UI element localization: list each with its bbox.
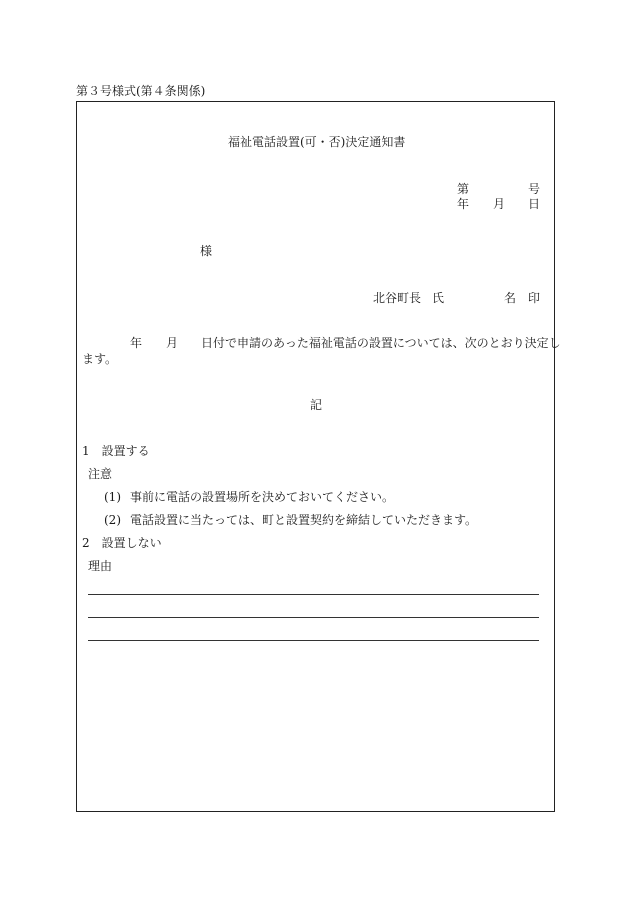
section2-heading: 2 設置しない xyxy=(82,536,162,550)
reason-label: 理由 xyxy=(88,559,113,573)
document-title: 福祉電話設置(可・否)決定通知書 xyxy=(228,135,406,149)
section1-heading: 1 設置する xyxy=(82,444,150,458)
reason-line-1[interactable] xyxy=(88,594,539,595)
sender-title: 北谷町長 xyxy=(373,291,422,305)
note-2-number: (2) xyxy=(104,513,121,527)
note-1-text: 事前に電話の設置場所を決めておいてください。 xyxy=(130,490,395,504)
date-month: 月 xyxy=(493,197,506,211)
sender-seal: 印 xyxy=(528,291,541,305)
body-text-line1: 日付で申請のあった福祉電話の設置については、次のとおり決定し xyxy=(201,336,561,350)
sender-shi: 氏 xyxy=(432,291,445,305)
number-go: 号 xyxy=(528,182,541,196)
body-text-line2: ます。 xyxy=(82,352,118,366)
note-2-text: 電話設置に当たっては、町と設置契約を締結していただきます。 xyxy=(130,513,478,527)
form-label: 第３号様式(第４条関係) xyxy=(76,84,206,98)
recipient-suffix: 様 xyxy=(200,244,213,258)
body-year: 年 xyxy=(130,336,143,350)
note-1-number: (1) xyxy=(104,490,121,504)
date-day: 日 xyxy=(528,197,541,211)
note-label: 注意 xyxy=(88,467,113,481)
date-year: 年 xyxy=(457,197,470,211)
reason-line-3[interactable] xyxy=(88,640,539,641)
number-dai: 第 xyxy=(457,182,470,196)
ki-heading: 記 xyxy=(310,398,323,412)
body-month: 月 xyxy=(166,336,179,350)
reason-line-2[interactable] xyxy=(88,617,539,618)
sender-mei: 名 xyxy=(504,291,517,305)
